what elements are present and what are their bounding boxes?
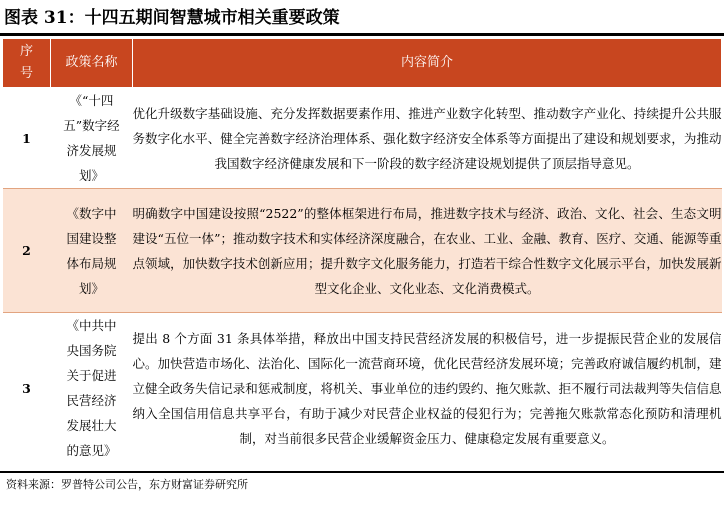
header-no: 序号 bbox=[3, 39, 51, 88]
policy-description: 明确数字中国建设按照“2522”的整体框架进行布局，推进数字技术与经济、政治、文化、社会、生态文明建设“五位一体”；推动数字技术和实体经济深度融合，在农业、工业、金融、教育、医疗、交通、能源等重点领域，加快数字技术创新应用；提升数字文化服务能力，打造若干综合性数字文化展示平台，加快发展新型文化企业、文化业态、文化消费模式。 bbox=[133, 189, 722, 313]
table-row bbox=[3, 313, 722, 464]
policy-table bbox=[2, 38, 722, 463]
table-row bbox=[3, 88, 722, 189]
policy-name: 《中共中央国务院关于促进民营经济发展壮大的意见》 bbox=[66, 318, 117, 458]
header-desc: 内容简介 bbox=[133, 39, 722, 88]
figure-title: 图表 31：十四五期间智慧城市相关重要政策 bbox=[4, 8, 340, 28]
header-name: 政策名称 bbox=[51, 39, 133, 88]
source-note: 资料来源：罗普特公司公告，东方财富证券研究所 bbox=[6, 478, 248, 491]
policy-description: 提出 8 个方面 31 条具体举措，释放出中国支持民营经济发展的积极信号，进一步提振民营企业的发展信心。加快营造市场化、法治化、国际化一流营商环境，优化民营经济发展环境；完善政府诚信履约机制，建立健全政务失信记录和惩戒制度，将机关、事业单位的违约毁约、拖欠账款、拒不履行司法裁判等失信信息纳入全国信用信息共享平台，有助于减少对民营企业权益的侵犯行为；完善拖欠账款常态化预防和清理机制，对当前很多民营企业缓解资金压力、健康稳定发展有重要意义。 bbox=[132, 330, 722, 446]
policy-name: 《数字中国建设整体布局规划》 bbox=[66, 205, 117, 296]
row-number: 1 bbox=[22, 130, 31, 146]
title-divider bbox=[0, 33, 724, 36]
table-row bbox=[3, 189, 722, 313]
bottom-divider bbox=[0, 471, 724, 473]
row-number: 2 bbox=[3, 189, 51, 313]
policy-name: 《“十四五”数字经济发展规划》 bbox=[63, 93, 120, 183]
table-header-row bbox=[3, 39, 722, 88]
policy-description: 优化升级数字基础设施、充分发挥数据要素作用、推进产业数字化转型、推动数字产业化、持续提升公共服务数字化水平、健全完善数字经济治理体系、强化数字经济安全体系等方面提出了建设和规划要求，为推动我国数字经济健康发展和下一阶段的数字经济建设规划提供了顶层指导意见。 bbox=[132, 105, 722, 171]
policy-name-cell bbox=[51, 88, 133, 189]
policy-name-cell bbox=[51, 313, 133, 464]
policy-name-cell bbox=[51, 189, 133, 313]
row-number: 3 bbox=[22, 380, 31, 396]
